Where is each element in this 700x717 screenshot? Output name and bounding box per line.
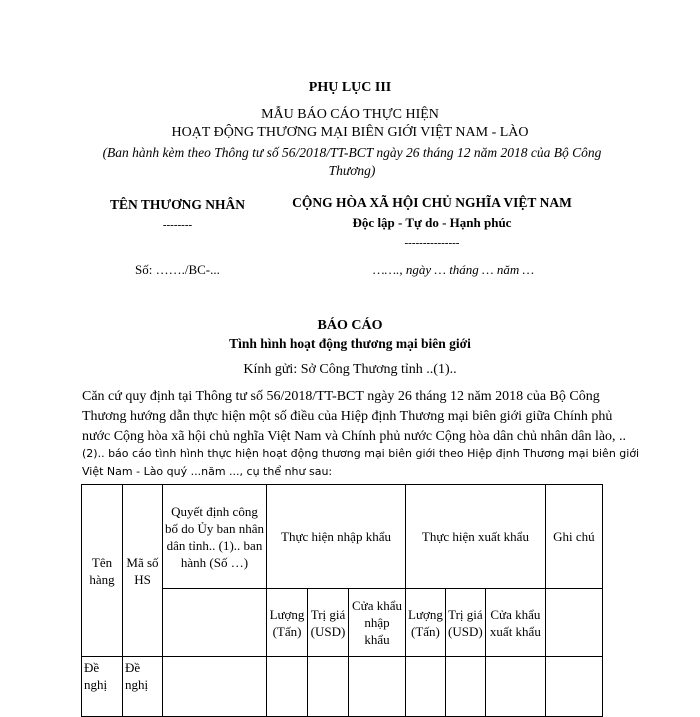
motto-separator: ---------------: [404, 237, 460, 249]
header-export-gate: Cửa khẩu xuất khẩu: [485, 589, 545, 657]
report-subtitle: Tình hình hoạt động thương mại biên giới: [229, 336, 471, 351]
header-import-gate: Cửa khẩu nhập khẩu: [349, 589, 406, 657]
form-title: MẪU BÁO CÁO THỰC HIỆN: [261, 107, 439, 122]
table-cell: [545, 657, 602, 717]
body-paragraph-continued: (2).. báo cáo tình hình thực hiện hoạt động thương mại biên giới theo Hiệp định Thương mại biên giới Việt Nam - Lào quý ...năm ..., cụ thể như sau:: [82, 447, 640, 478]
header-export-value: Trị giá (USD): [445, 589, 485, 657]
header-goods-name: Tên hàng: [82, 485, 123, 657]
header-note: Ghi chú: [545, 485, 602, 589]
row-hs-cell: Đề nghị: [123, 657, 163, 717]
header-decision: Quyết định công bố do Ủy ban nhân dân tỉnh.. (1).. ban hành (Số …): [163, 485, 267, 589]
header-export-quantity: Lượng (Tấn): [406, 589, 446, 657]
body-paragraph: Căn cứ quy định tại Thông tư số 56/2018/TT-BCT ngày 26 tháng 12 năm 2018 của Bộ Công Thương hướng dẫn thực hiện một số điều của Hiệp định Thương mại biên giới giữa Chính phủ nước Cộng hòa xã hội chủ nghĩa Việt Nam và Chính phủ nước Cộng hòa dân chủ nhân dân lào, ..: [82, 389, 627, 444]
trader-separator: --------: [162, 219, 193, 231]
report-table: [81, 484, 603, 717]
trader-block: [95, 195, 260, 235]
table-cell: [267, 657, 308, 717]
header-note-sub: [545, 589, 602, 657]
document-date: ……., ngày … tháng … năm …: [373, 262, 535, 277]
issued-note: (Ban hành kèm theo Thông tư số 56/2018/TT-BCT ngày 26 tháng 12 năm 2018 của Bộ Công Thương): [102, 145, 602, 178]
header-import: Thực hiện nhập khẩu: [267, 485, 406, 589]
nation-name: CỘNG HÒA XÃ HỘI CHỦ NGHĨA VIỆT NAM: [292, 195, 572, 210]
report-title: BÁO CÁO: [317, 318, 383, 333]
header-hs-code: Mã số HS: [123, 485, 163, 657]
table-cell: [308, 657, 349, 717]
appendix-title: PHỤ LỤC III: [308, 80, 392, 95]
nation-block: [282, 193, 582, 253]
header-decision-sub: [163, 589, 267, 657]
activity-title: HOẠT ĐỘNG THƯƠNG MẠI BIÊN GIỚI VIỆT NAM - LÀO: [171, 125, 529, 140]
table-cell: [406, 657, 446, 717]
table-cell: [163, 657, 267, 717]
motto: Độc lập - Tự do - Hạnh phúc: [352, 215, 512, 230]
table-cell: [445, 657, 485, 717]
header-import-value: Trị giá (USD): [308, 589, 349, 657]
trader-name: TÊN THƯƠNG NHÂN: [109, 197, 245, 212]
document-number: Số: ……./BC-...: [135, 262, 220, 277]
table-cell: [349, 657, 406, 717]
header-export: Thực hiện xuất khẩu: [406, 485, 546, 589]
row-goods-cell: Đề nghị: [82, 657, 123, 717]
header-import-quantity: Lượng (Tấn): [267, 589, 308, 657]
table-cell: [485, 657, 545, 717]
addressed-to: Kính gửi: Sở Công Thương tỉnh ..(1)..: [243, 362, 457, 377]
